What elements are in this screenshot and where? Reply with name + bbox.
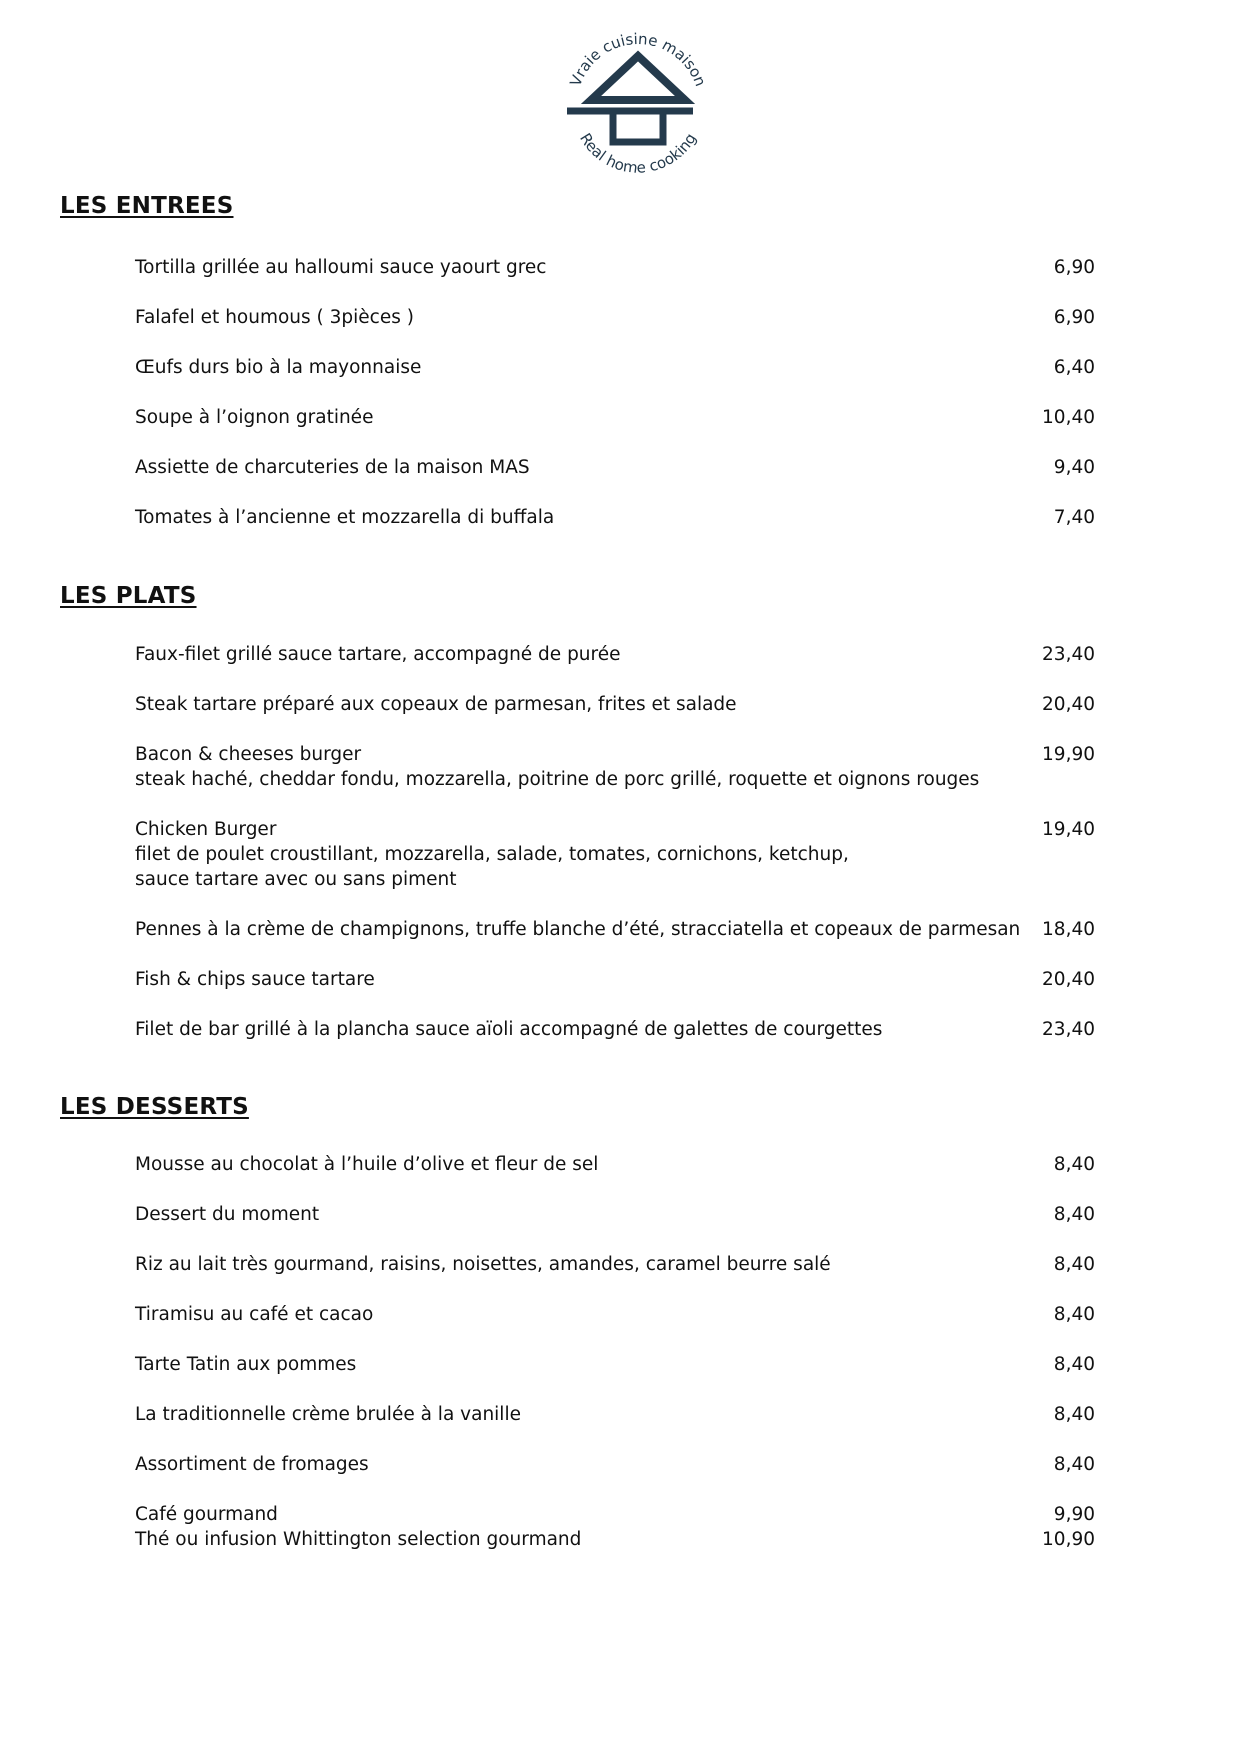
item-price: 9,90	[1053, 1504, 1095, 1525]
item-name: La traditionnelle crème brulée à la vanille	[135, 1404, 521, 1425]
item-name: Faux-filet grillé sauce tartare, accompagné de purée	[135, 644, 621, 665]
item-price: 9,40	[1053, 457, 1095, 478]
item-description: filet de poulet croustillant, mozzarella, salade, tomates, cornichons, ketchup,	[135, 844, 849, 865]
house-logo-icon	[553, 20, 723, 190]
item-price: 18,40	[1042, 919, 1095, 940]
item-name: Soupe à l’oignon gratinée	[135, 407, 374, 428]
item-name: Bacon & cheeses burger	[135, 744, 362, 765]
item-name: Tomates à l’ancienne et mozzarella di buffala	[135, 507, 555, 528]
item-name: Falafel et houmous ( 3pièces )	[135, 307, 414, 328]
item-name: Assiette de charcuteries de la maison MAS	[135, 457, 530, 478]
item-name: Riz au lait très gourmand, raisins, noisettes, amandes, caramel beurre salé	[135, 1254, 831, 1275]
item-price: 6,90	[1053, 307, 1095, 328]
item-price: 8,40	[1053, 1204, 1095, 1225]
item-price: 10,90	[1042, 1529, 1095, 1550]
item-price: 19,90	[1042, 744, 1095, 765]
item-price: 8,40	[1053, 1404, 1095, 1425]
item-price: 8,40	[1053, 1454, 1095, 1475]
section-title: LES DESSERTS	[60, 1094, 249, 1120]
item-price: 23,40	[1042, 1019, 1095, 1040]
item-name: Œufs durs bio à la mayonnaise	[135, 357, 422, 378]
item-name: Dessert du moment	[135, 1204, 320, 1225]
item-price: 20,40	[1042, 694, 1095, 715]
item-name: Steak tartare préparé aux copeaux de parmesan, frites et salade	[135, 694, 737, 715]
item-price: 8,40	[1053, 1354, 1095, 1375]
item-price: 19,40	[1042, 819, 1095, 840]
logo-top-text: Vraie cuisine maison	[566, 29, 710, 89]
item-name: Tortilla grillée au halloumi sauce yaourt grec	[135, 257, 547, 278]
logo-bottom-text: Real home cooking	[576, 130, 700, 177]
item-name: Thé ou infusion Whittington selection gourmand	[135, 1529, 582, 1550]
item-description: sauce tartare avec ou sans piment	[135, 869, 457, 890]
item-price: 6,40	[1053, 357, 1095, 378]
item-price: 10,40	[1042, 407, 1095, 428]
item-price: 23,40	[1042, 644, 1095, 665]
item-price: 8,40	[1053, 1254, 1095, 1275]
item-price: 8,40	[1053, 1154, 1095, 1175]
item-name: Tarte Tatin aux pommes	[135, 1354, 357, 1375]
item-name: Filet de bar grillé à la plancha sauce aïoli accompagné de galettes de courgettes	[135, 1019, 883, 1040]
item-name: Tiramisu au café et cacao	[135, 1304, 374, 1325]
item-name: Chicken Burger	[135, 819, 277, 840]
item-name: Café gourmand	[135, 1504, 278, 1525]
item-price: 7,40	[1053, 507, 1095, 528]
section-title: LES PLATS	[60, 583, 197, 609]
logo	[0, 0, 1241, 200]
item-price: 20,40	[1042, 969, 1095, 990]
item-name: Fish & chips sauce tartare	[135, 969, 375, 990]
item-name: Assortiment de fromages	[135, 1454, 369, 1475]
item-price: 6,90	[1053, 257, 1095, 278]
section-title: LES ENTREES	[60, 193, 234, 219]
svg-text:Real home cooking	[576, 130, 700, 177]
item-price: 8,40	[1053, 1304, 1095, 1325]
item-name: Pennes à la crème de champignons, truffe blanche d’été, stracciatella et copeaux de parmesan	[135, 919, 1021, 940]
item-description: steak haché, cheddar fondu, mozzarella, poitrine de porc grillé, roquette et oignons rouges	[135, 769, 980, 790]
item-name: Mousse au chocolat à l’huile d’olive et fleur de sel	[135, 1154, 599, 1175]
